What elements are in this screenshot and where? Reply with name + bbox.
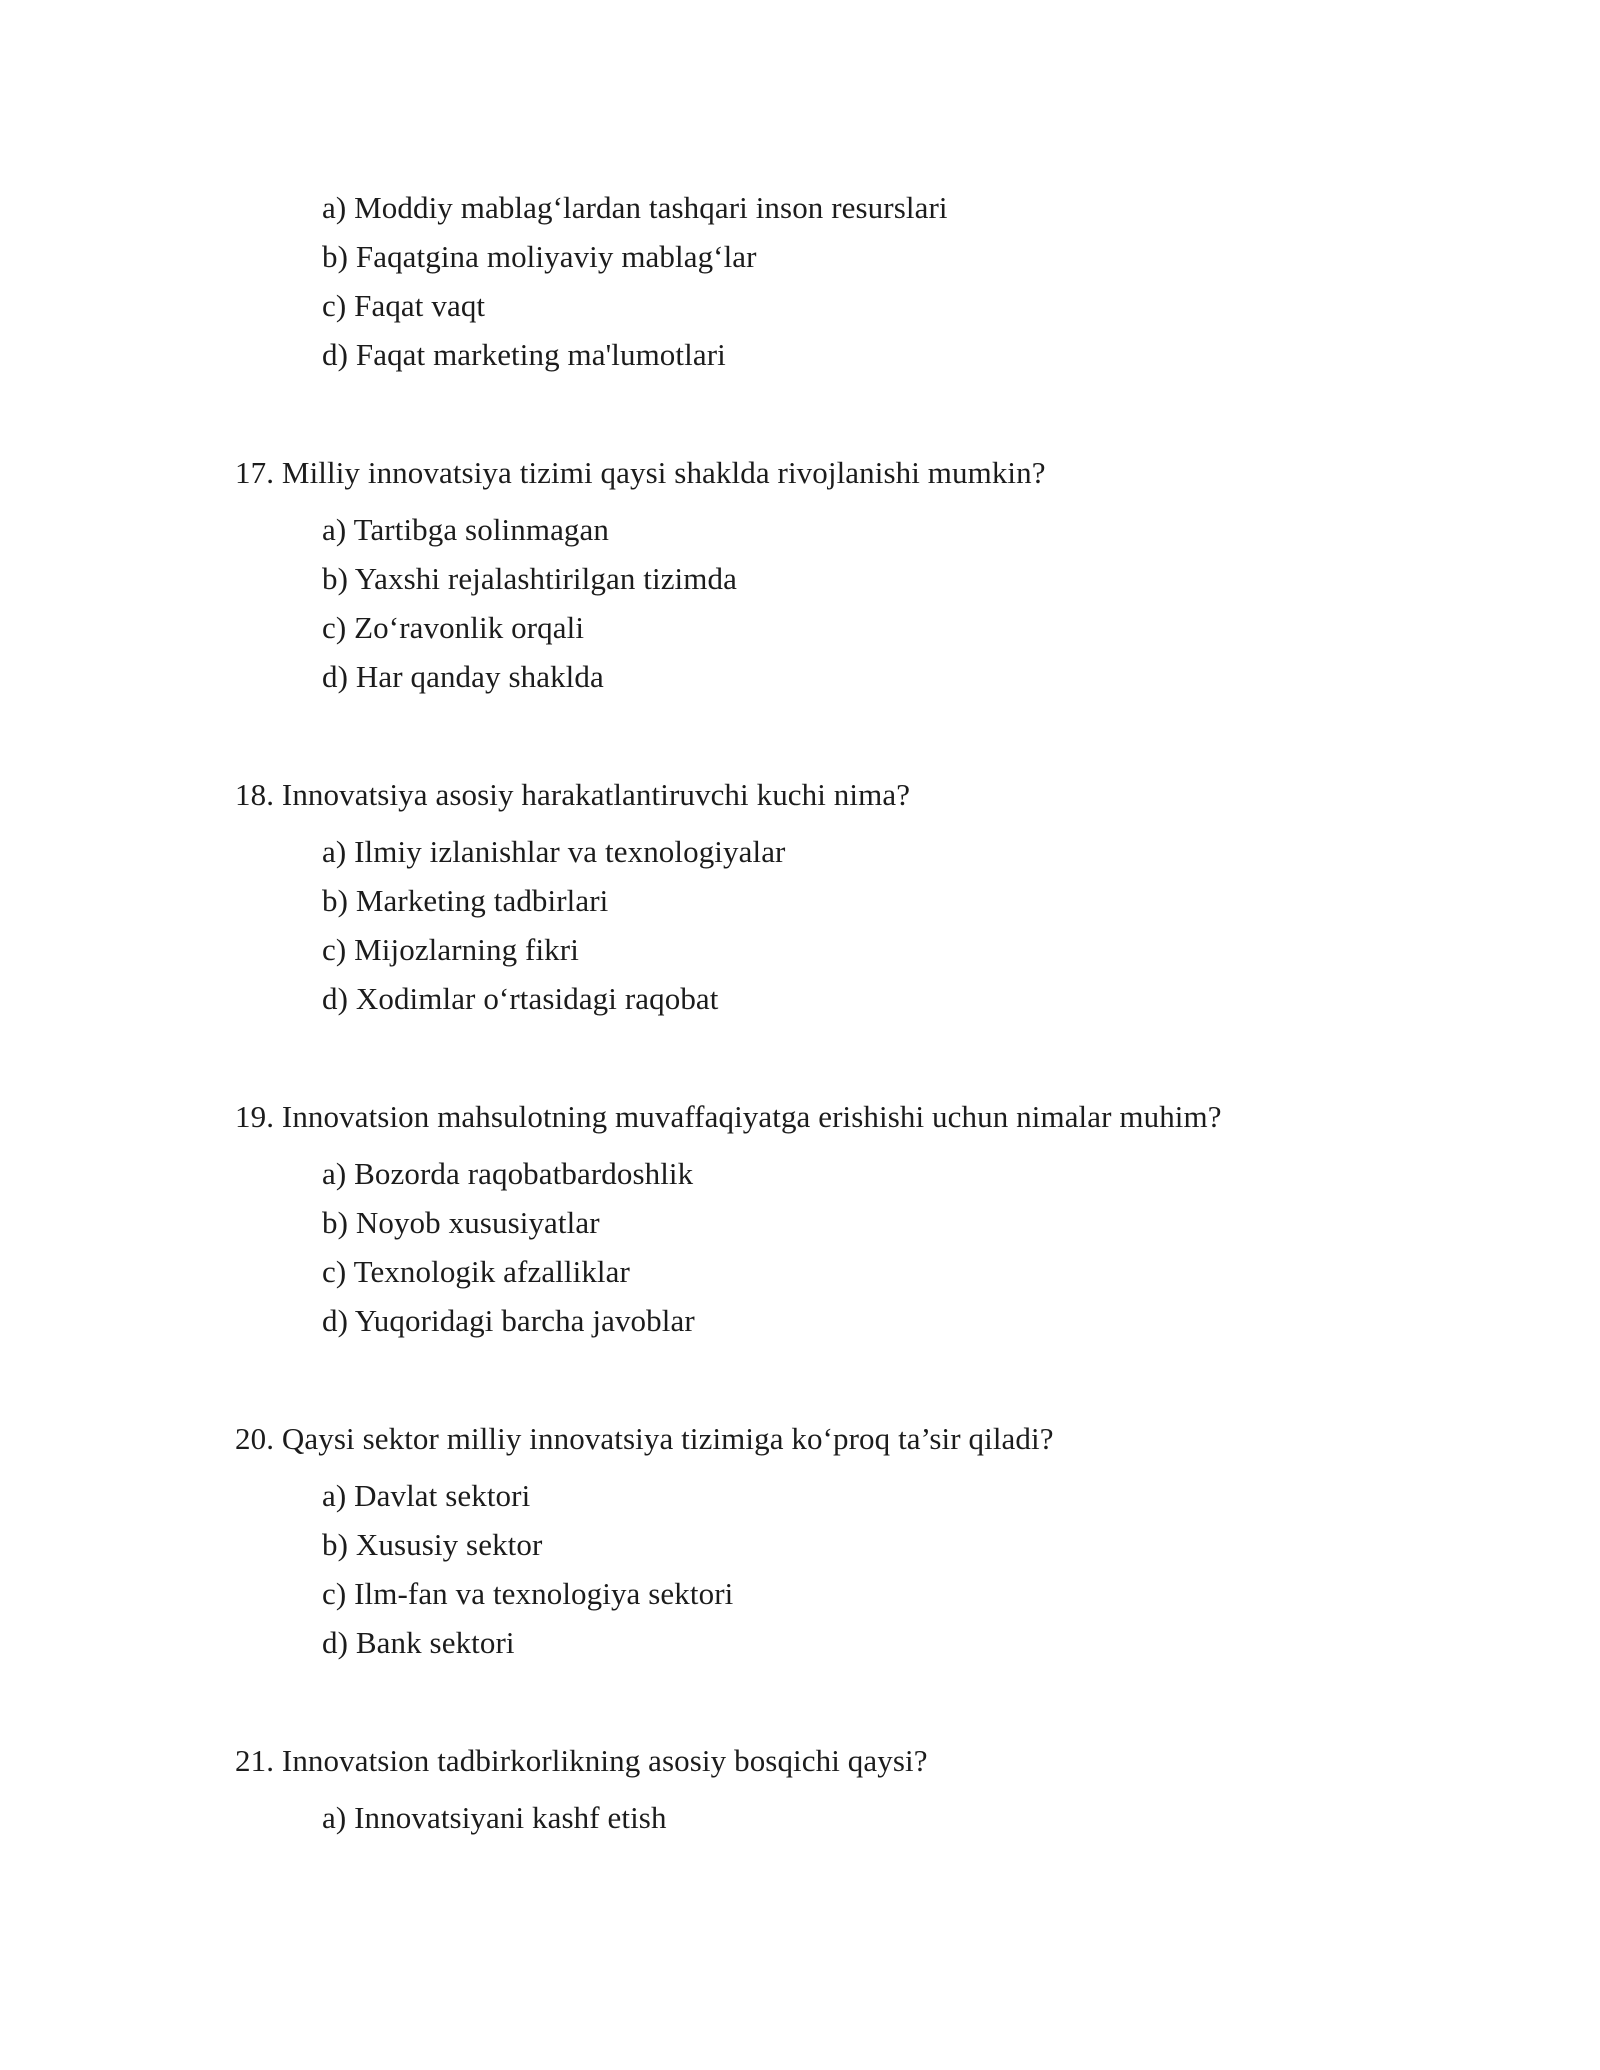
option-line: c) Zo‘ravonlik orqali (322, 610, 585, 645)
question-text: 19. Innovatsion mahsulotning muvaffaqiyatga erishishi uchun nimalar muhim? (235, 1099, 1222, 1134)
option-line: d) Xodimlar o‘rtasidagi raqobat (322, 981, 719, 1016)
option-line: c) Texnologik afzalliklar (322, 1254, 630, 1289)
question-text: 21. Innovatsion tadbirkorlikning asosiy bosqichi qaysi? (235, 1743, 928, 1778)
option-line: b) Noyob xususiyatlar (322, 1205, 600, 1240)
option-line: d) Yuqoridagi barcha javoblar (322, 1303, 695, 1338)
option-line: b) Marketing tadbirlari (322, 883, 609, 918)
option-line: c) Faqat vaqt (322, 288, 486, 323)
question-text: 18. Innovatsiya asosiy harakatlantiruvchi kuchi nima? (235, 777, 911, 812)
option-line: d) Faqat marketing ma'lumotlari (322, 337, 726, 372)
option-line: c) Mijozlarning fikri (322, 932, 579, 967)
option-line: a) Ilmiy izlanishlar va texnologiyalar (322, 834, 786, 869)
option-line: a) Innovatsiyani kashf etish (322, 1800, 667, 1835)
option-line: a) Tartibga solinmagan (322, 512, 609, 547)
option-line: a) Davlat sektori (322, 1478, 531, 1513)
question-text: 20. Qaysi sektor milliy innovatsiya tizimiga ko‘proq ta’sir qiladi? (235, 1421, 1054, 1456)
option-line: c) Ilm-fan va texnologiya sektori (322, 1576, 734, 1611)
option-line: a) Moddiy mablag‘lardan tashqari inson resurslari (322, 190, 948, 225)
option-line: b) Xususiy sektor (322, 1527, 543, 1562)
option-line: b) Faqatgina moliyaviy mablag‘lar (322, 239, 757, 274)
option-line: a) Bozorda raqobatbardoshlik (322, 1156, 694, 1191)
option-line: d) Bank sektori (322, 1625, 515, 1660)
option-line: d) Har qanday shaklda (322, 659, 604, 694)
option-line: b) Yaxshi rejalashtirilgan tizimda (322, 561, 737, 596)
question-text: 17. Milliy innovatsiya tizimi qaysi shaklda rivojlanishi mumkin? (235, 455, 1046, 490)
